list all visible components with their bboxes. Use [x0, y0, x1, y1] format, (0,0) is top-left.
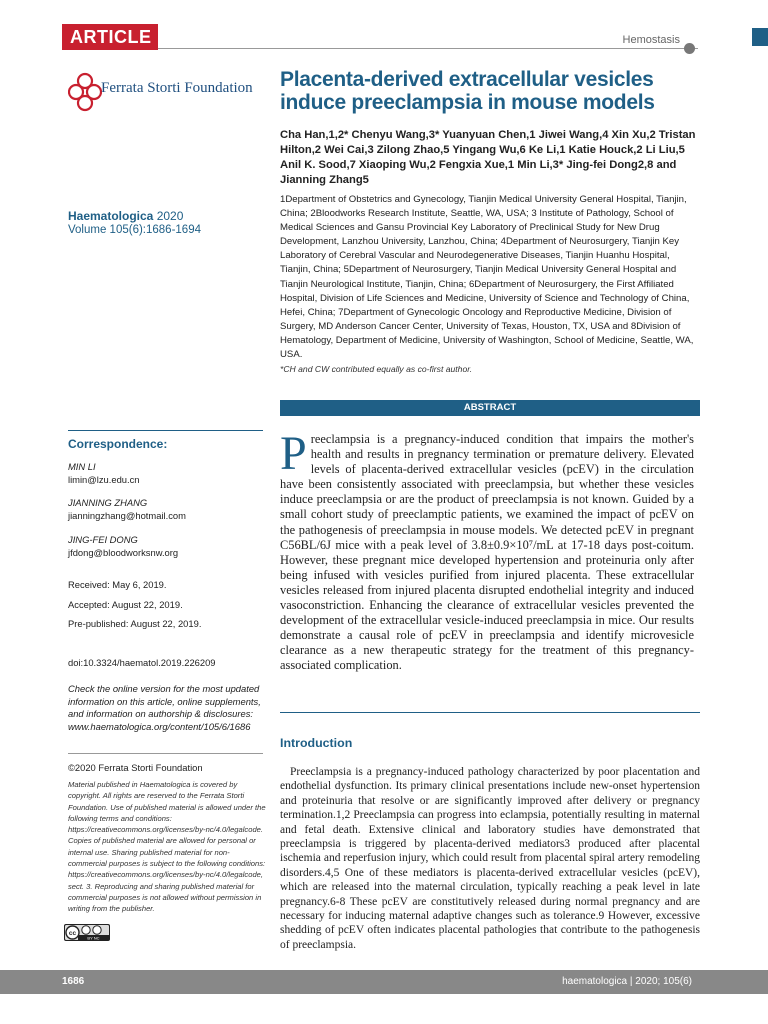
received-date: Received: May 6, 2019.: [68, 579, 167, 590]
section-label: Hemostasis: [622, 34, 680, 46]
license-text: Material published in Haematologica is covered by copyright. All rights are reserved to the Ferrata Storti Foundation. Use of published material is allowed under the following terms and conditions: https://creativecommons.org/licenses/by-nc/4.0/legalcode. Copies of published material are allowed for personal or internal use. Sharing published material for non-commercial purposes is subject to the following conditions: https://creativecommons.org/licenses/by-nc/4.0/legalcode, sect. 3. Reproducing and sharing published material for commercial purposes is not allowed without permission in writing from the publisher.: [68, 780, 266, 914]
header-rule: [158, 48, 698, 49]
doi[interactable]: doi:10.3324/haematol.2019.226209: [68, 657, 216, 668]
cc-badge-right: BY NC: [87, 935, 100, 941]
copyright-rule: [68, 753, 263, 754]
correspondence-heading: Correspondence:: [68, 437, 168, 451]
abstract-dropcap: P: [280, 427, 307, 480]
cc-badge-left: cc: [68, 930, 77, 937]
online-version-note: Check the online version for the most updated information on this article, online supplements, and information on authorship & disclosures: www.haematologica.org/content/105/6/1686: [68, 683, 261, 732]
co-first-note: *CH and CW contributed equally as co-first author.: [280, 364, 473, 374]
contact-name: MIN LI: [68, 461, 96, 472]
ferrata-storti-logo-icon: [68, 72, 102, 112]
article-label: ARTICLE: [62, 24, 158, 50]
journal-name: Haematologica: [68, 209, 154, 223]
contact-name: JING-FEI DONG: [68, 534, 138, 545]
accepted-date: Accepted: August 22, 2019.: [68, 599, 183, 610]
edge-marker: [752, 28, 768, 46]
header-dot: [684, 43, 695, 54]
contact-1: [68, 461, 140, 486]
cc-by-nc-badge-icon: [64, 924, 110, 941]
abstract-body: [280, 427, 694, 674]
article-title: Placenta-derived extracellular vesicles induce preeclampsia in mouse models: [280, 68, 655, 114]
introduction-heading: Introduction: [280, 736, 353, 750]
author-list: Cha Han,1,2* Chenyu Wang,3* Yuanyuan Chen,1 Jiwei Wang,4 Xin Xu,2 Tristan Hilton,2 Wei Cai,3 Zilong Zhao,5 Yingang Wu,6 Ke Li,1 Katie Houck,2 Li Liu,5 Anil K. Sood,7 Xiaoping Wu,2 Fengxia Xue,1 Min Li,3* Jing-fei Dong2,8 and Jianning Zhang5: [280, 129, 696, 186]
contact-email[interactable]: jianningzhang@hotmail.com: [68, 509, 186, 521]
affiliations: 1Department of Obstetrics and Gynecology, Tianjin Medical University General Hospital, Tianjin, China; 2Bloodworks Research Institute, Seattle, WA, USA; 3 Institute of Pathology, School of Medical Sciences and Gansu Provincial Key Laboratory of Preclinical Study for New Drug Development, Lanzhou University, Lanzhou, China; 4Department of Neurosurgery, Tianjin Key Laboratory of Cerebral Vascular and Neurodegenerative Diseases, Tianjin Huanhu Hospital, Tianjin, China; 5Department of Neurosurgery, Tianjin Medical University General Hospital and Tianjin Neurological Institute, Tianjin, China; 6Department of Neurosurgery, the First Affiliated Hospital, Division of Life Sciences and Medicine, University of Science and Technology of China, Hefei, China; 7Department of Gynecologic Oncology and Reproductive Medicine, Division of Surgery, MD Anderson Cancer Center, University of Texas, Houston, TX, USA and 8Division of Hematology, Department of Medicine, University of Washington, School of Medicine, Seattle, WA, USA.: [280, 194, 694, 361]
abstract-text: reeclampsia is a pregnancy-induced condition that impairs the mother's health and results in pregnancy termination or premature delivery. Elevated levels of placenta-derived extracellular vesicles (pcEV) in the circulation have been consistently associated with preeclampsia, but whether these vesicles induce preeclampsia or are the product of preeclampsia is not known. Guided by a small cohort study of preeclamptic patients, we examined the impact of pcEV on the pathogenesis of preeclampsia in mouse models. We detected pcEV in pregnant C56BL/6J mice with a peak level of 3.8±0.9×10⁷/mL at 17-18 days post-coitum. However, these pregnant mice developed hypertension and proteinuria only after being infused with vesicles purified from injured placenta. These extracellular vesicles released from injured placenta disrupted endothelial integrity and induced vasoconstriction. Enhancing the clearance of extracellular vesicles prevented the development of the extracellular vesicle-induced preeclampsia in mice. Our results demonstrate a causal role of pcEV in preeclampsia and identify microvesicle clearance as a new therapeutic strategy for the treatment of this pregnancy-associated complication.: [280, 432, 694, 673]
contact-2: [68, 497, 186, 522]
contact-3: [68, 534, 178, 559]
contact-name: JIANNING ZHANG: [68, 497, 148, 508]
logo-text: Ferrata Storti Foundation: [101, 80, 253, 96]
journal-citation: [68, 209, 183, 223]
introduction-text: Preeclampsia is a pregnancy-induced pathology characterized by poor placentation and endothelial dysfunction. Its primary clinical presentations include new-onset hypertension and proteinuria that resolve or are significantly improved after delivery or pregnancy termination.1,2 Preeclampsia can progress into eclampsia, potentially resulting in maternal and fetal death. Extensive clinical and laboratory studies have demonstrated that preeclampsia is triggered by placenta-derived mediators3 produced after placental ischemia and reperfusion injury, which could result from placental spiral artery remodeling disorders.4,5 One of these mediators is placenta-derived extracellular vesicles (pcEV), which are released into the maternal circulation, typically reaching a peak level in late pregnancy.6-8 These pcEV are constitutively released during normal pregnancy and are necessary for inducing maternal adaptive changes such as tolerance.9 However, excessive shedding of pcEV often indicates placental pathologies that contribute to the pathogenesis of preeclampsia.: [280, 766, 700, 951]
abstract-rule: [280, 712, 700, 713]
journal-year: 2020: [156, 209, 184, 223]
contact-email[interactable]: limin@lzu.edu.cn: [68, 473, 140, 485]
journal-volume: Volume 105(6):1686-1694: [68, 224, 201, 236]
page-number: 1686: [62, 976, 85, 987]
copyright: ©2020 Ferrata Storti Foundation: [68, 762, 203, 773]
prepublished-date: Pre-published: August 22, 2019.: [68, 618, 202, 629]
footer-citation: haematologica | 2020; 105(6): [562, 976, 692, 987]
correspondence-rule: [68, 430, 263, 431]
contact-email[interactable]: jfdong@bloodworksnw.org: [68, 546, 179, 558]
abstract-heading: ABSTRACT: [280, 400, 700, 416]
